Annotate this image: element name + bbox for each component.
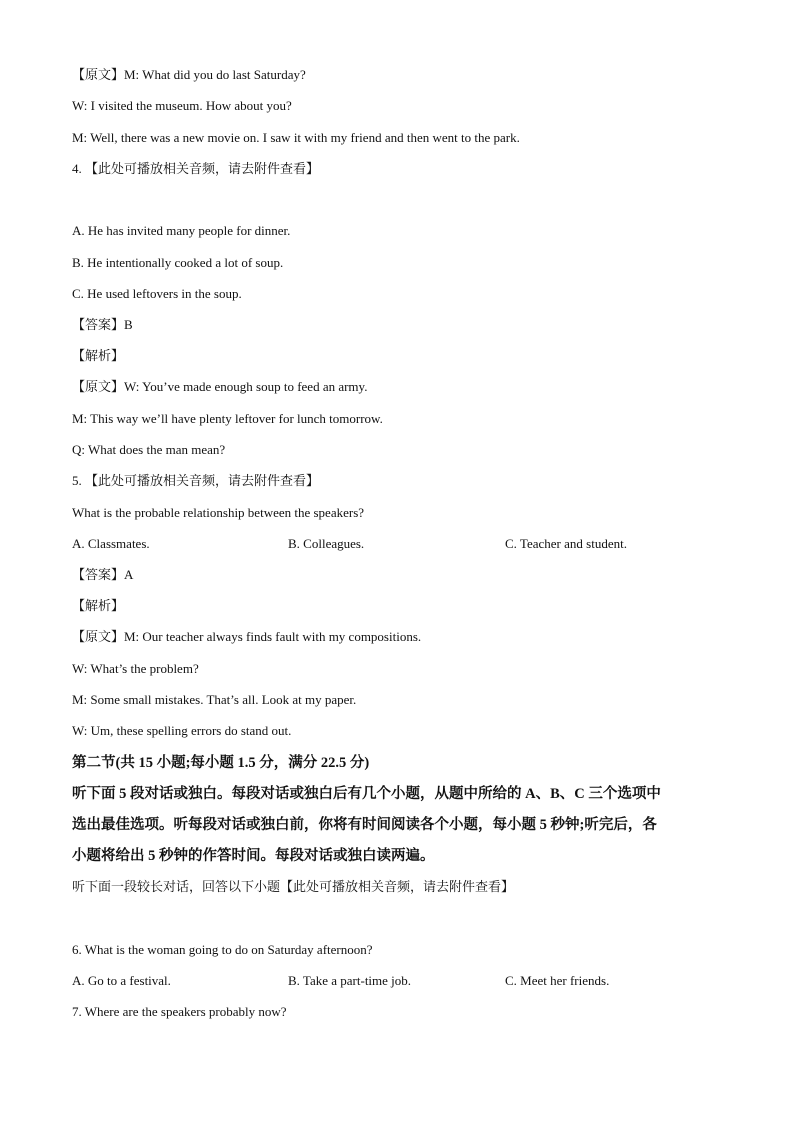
transcript-line: W: What’s the problem? xyxy=(72,661,199,676)
answer-5: 【答案】A xyxy=(72,567,134,582)
section-2-instructions: 选出最佳选项。听每段对话或独白前，你将有时间阅读各个小题，每小题 5 秒钟;听完后，各 xyxy=(72,817,657,833)
transcript-line: M: This way we’ll have plenty leftover for lunch tomorrow. xyxy=(72,411,383,426)
transcript-line: Q: What does the man mean? xyxy=(72,442,226,457)
transcript-line: W: Um, these spelling errors do stand out. xyxy=(72,723,292,738)
answer-4: 【答案】B xyxy=(72,317,133,332)
option-4b: B. He intentionally cooked a lot of soup. xyxy=(72,255,284,270)
section-2-instructions: 听下面 5 段对话或独白。每段对话或独白后有几个小题，从题中所给的 A、B、C 三个选项中 xyxy=(72,786,661,802)
question-5-stem: What is the probable relationship between the speakers? xyxy=(72,505,365,520)
question-7-stem: 7. Where are the speakers probably now? xyxy=(72,1004,287,1019)
option-6a: A. Go to a festival. xyxy=(72,973,171,988)
analysis-5: 【解析】 xyxy=(72,598,125,613)
option-4c: C. He used leftovers in the soup. xyxy=(72,286,242,301)
option-5a: A. Classmates. xyxy=(72,536,150,551)
transcript-line: 【原文】M: Our teacher always finds fault with my compositions. xyxy=(72,629,422,644)
option-5b: B. Colleagues. xyxy=(288,536,365,551)
question-6-stem: 6. What is the woman going to do on Saturday afternoon? xyxy=(72,942,373,957)
option-5c: C. Teacher and student. xyxy=(505,536,627,551)
transcript-line: M: Some small mistakes. That’s all. Look at my paper. xyxy=(72,692,357,707)
long-dialogue-intro: 听下面一段较长对话，回答以下小题【此处可播放相关音频，请去附件查看】 xyxy=(72,879,515,894)
transcript-line: 【原文】W: You’ve made enough soup to feed an army. xyxy=(72,379,368,394)
transcript-line: W: I visited the museum. How about you? xyxy=(72,98,292,113)
question-5-audio: 5. 【此处可播放相关音频，请去附件查看】 xyxy=(72,473,320,488)
option-6c: C. Meet her friends. xyxy=(505,973,610,988)
transcript-line: M: Well, there was a new movie on. I saw it with my friend and then went to the park. xyxy=(72,130,520,145)
option-4a: A. He has invited many people for dinner. xyxy=(72,223,291,238)
analysis-4: 【解析】 xyxy=(72,348,125,363)
question-4-audio: 4. 【此处可播放相关音频，请去附件查看】 xyxy=(72,161,320,176)
transcript-line: 【原文】M: What did you do last Saturday? xyxy=(72,67,306,82)
section-2-heading: 第二节(共 15 小题;每小题 1.5 分，满分 22.5 分) xyxy=(72,755,370,771)
option-6b: B. Take a part-time job. xyxy=(288,973,412,988)
section-2-instructions: 小题将给出 5 秒钟的作答时间。每段对话或独白读两遍。 xyxy=(72,848,435,864)
